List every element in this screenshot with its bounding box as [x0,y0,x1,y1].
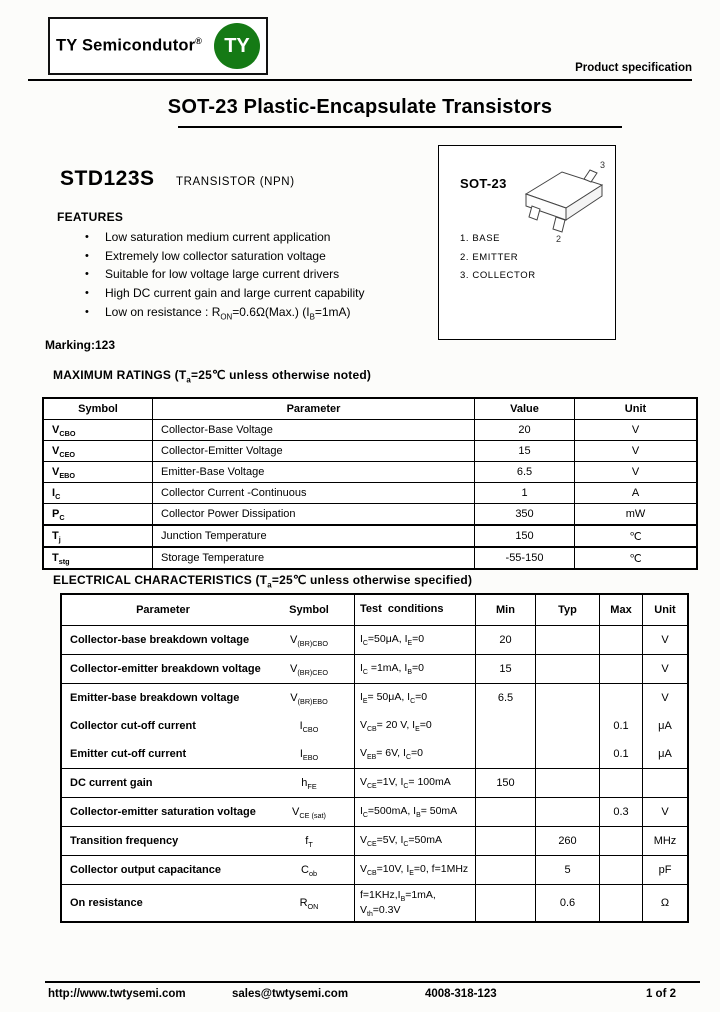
typ-cell: 260 [535,827,599,855]
max-cell [599,827,642,855]
symbol-cell: $V_{CEO}$ [52,445,76,460]
column-header-parameter: Parameter [136,604,190,616]
pin-3-marker: 3 [600,160,606,170]
pin-legend [460,234,536,290]
brand-name: TY Semicondutor® [56,36,203,55]
typ-cell: 5 [535,856,599,884]
value-cell: 6.5 [474,462,574,482]
symbol-cell: $V_{CE (sat)}$ [292,806,326,821]
parameter-cell: On resistance [70,897,143,910]
typ-cell [535,626,599,654]
title-underline [178,126,622,128]
unit-cell: V [574,441,696,461]
feature-text: High DC current gain and large current capability [105,286,365,301]
symbol-cell: $V_{EBO}$ [52,466,76,481]
unit-cell: V [642,626,687,654]
pin-legend-item: 2. EMITTER [460,251,519,263]
unit-cell: V [642,798,687,826]
part-number: STD123S [60,167,155,190]
symbol-cell: $T_j$ [52,530,61,545]
brand-badge-icon: TY [214,23,260,69]
column-header-symbol: Symbol [78,403,118,415]
bullet-icon: • [85,249,89,262]
max-cell [599,655,642,683]
table-header-row [44,399,696,419]
pin-legend-item: 1. BASE [460,233,501,244]
footer-divider [45,981,700,983]
feature-item [85,265,430,284]
features-list [85,228,430,322]
unit-cell: μA [642,712,687,740]
column-header-test-conditions: Test conditions [354,595,475,625]
footer-email-link[interactable]: sales@twtysemi.com [232,988,349,1000]
symbol-cell: $C_{ob}$ [300,864,318,879]
max-cell: 0.3 [599,798,642,826]
typ-cell [535,684,599,712]
unit-cell: V [642,655,687,683]
feature-text: Low on resistance : $R_{ON}=0.6\Omega(Max.)$ $(I_B=1mA)$ [105,304,351,322]
unit-cell: V [574,462,696,482]
table-row [44,440,696,461]
feature-text: Suitable for low voltage large current drivers [105,267,340,282]
parameter-cell: Transition frequency [70,835,179,847]
parameter-cell: Collector Current -Continuous [152,483,474,503]
unit-cell: ℃ [574,526,696,546]
symbol-cell: $V_{CBO}$ [52,424,76,439]
min-cell: 20 [475,626,535,654]
min-cell [475,798,535,826]
max-cell: 0.1 [599,712,642,740]
value-cell: 15 [474,441,574,461]
table-row [62,826,687,855]
min-cell: 15 [475,655,535,683]
typ-cell [535,712,599,740]
typ-cell [535,655,599,683]
bullet-icon: • [85,305,89,318]
test-conditions-cell: $I_E= 50\mu A$, $I_C=0$ [354,684,475,712]
parameter-cell: Emitter-base breakdown voltage [70,692,240,704]
unit-cell: Ω [642,885,687,921]
max-cell [599,769,642,797]
test-conditions-cell: $V_{CE}=5V$, $I_C=50mA$ [354,827,475,855]
column-header-min: Min [475,595,535,625]
parameter-cell: Collector-Emitter Voltage [152,441,474,461]
feature-item [85,228,430,247]
parameter-cell: Collector cut-off current [70,720,196,732]
unit-cell [642,769,687,797]
unit-cell: A [574,483,696,503]
feature-item [85,303,430,322]
electrical-characteristics-heading: ELECTRICAL CHARACTERISTICS ($T_a=25℃$ unless otherwise specified) [53,573,473,590]
unit-cell: MHz [642,827,687,855]
bullet-icon: • [85,231,89,243]
min-cell: 6.5 [475,684,535,712]
value-cell: 150 [474,526,574,546]
test-conditions-cell: $f=1KHz,I_B=1mA$, $V_{th}=0.3V$ [354,885,475,921]
test-conditions-cell: $I_C=50\mu A$, $I_E=0$ [354,626,475,654]
registered-trademark-icon: ® [195,36,203,47]
test-conditions-cell: $V_{EB}= 6V$, $I_C=0$ [354,740,475,768]
parameter-cell: Emitter-Base Voltage [152,462,474,482]
test-conditions-cell: $V_{CB}=10V$, $I_E=0$, f=1MHz [354,856,475,884]
parameter-cell: Collector-Base Voltage [152,420,474,440]
max-cell [599,856,642,884]
features-heading: FEATURES [57,210,124,224]
table-row [44,503,696,524]
column-header-typ: Typ [535,595,599,625]
unit-cell: V [574,420,696,440]
table-row [62,768,687,797]
table-row [62,740,687,768]
pin-legend-item: 3. COLLECTOR [460,270,536,281]
maximum-ratings-table [42,397,698,570]
max-cell [599,885,642,921]
column-header-parameter: Parameter [152,399,474,419]
table-row [62,683,687,712]
page-title: SOT-23 Plastic-Encapsulate Transistors [167,96,553,118]
symbol-cell: $I_{EBO}$ [299,748,319,763]
table-row [62,625,687,654]
column-header-unit: Unit [574,399,696,419]
symbol-cell: $f_T$ [305,835,313,850]
feature-item [85,247,430,266]
package-name: SOT-23 [460,176,507,191]
parameter-cell: Collector Power Dissipation [152,504,474,524]
table-row [62,654,687,683]
part-type: TRANSISTOR (NPN) [176,176,295,188]
unit-cell: V [642,684,687,712]
parameter-cell: Collector-emitter breakdown voltage [70,663,261,675]
column-header-max: Max [599,595,642,625]
symbol-cell: $P_C$ [52,508,65,523]
table-row [44,546,696,568]
column-header-symbol: Symbol [289,604,329,616]
symbol-cell: $V_{(BR)EBO}$ [290,692,328,707]
unit-cell: mW [574,504,696,524]
table-row [62,797,687,826]
table-header-row [62,595,687,625]
table-row [44,482,696,503]
min-cell [475,885,535,921]
table-row [62,712,687,740]
table-row [44,461,696,482]
bullet-icon: • [85,268,89,281]
min-cell [475,827,535,855]
min-cell [475,740,535,768]
product-specification-label: Product specification [575,62,692,74]
feature-text: Low saturation medium current application [105,230,331,244]
footer-phone: 4008-318-123 [425,988,497,1000]
pin-2-marker: 2 [556,234,562,244]
test-conditions-cell: $I_C =1mA$, $I_B=0$ [354,655,475,683]
symbol-cell: $I_{CBO}$ [299,720,319,735]
table-row [62,884,687,921]
package-diagram-box [438,145,616,340]
parameter-cell: Collector-base breakdown voltage [70,634,250,646]
footer-website-link[interactable]: http://www.twtysemi.com [48,988,186,1000]
feature-item [85,284,430,303]
value-cell: -55-150 [474,548,574,568]
marking-label: Marking:123 [45,338,116,352]
parameter-cell: Collector output capacitance [70,864,221,876]
max-cell [599,684,642,712]
max-cell: 0.1 [599,740,642,768]
symbol-cell: $V_{(BR)CEO}$ [290,663,328,678]
parameter-cell: DC current gain [70,777,153,789]
parameter-cell: Collector-emitter saturation voltage [70,806,256,818]
min-cell [475,856,535,884]
column-header-value: Value [474,399,574,419]
symbol-cell: $T_{stg}$ [52,552,70,567]
unit-cell: ℃ [574,548,696,568]
symbol-cell: $h_{FE}$ [301,777,317,792]
max-cell [599,626,642,654]
min-cell: 150 [475,769,535,797]
typ-cell: 0.6 [535,885,599,921]
value-cell: 350 [474,504,574,524]
value-cell: 1 [474,483,574,503]
unit-cell: pF [642,856,687,884]
bullet-icon: • [85,287,89,300]
unit-cell: μA [642,740,687,768]
maximum-ratings-heading: MAXIMUM RATINGS ($T_a=25℃$ unless otherwise noted) [53,368,372,385]
symbol-cell: $I_C$ [52,487,61,502]
test-conditions-cell: $V_{CE}=1V$, $I_C= 100mA$ [354,769,475,797]
electrical-characteristics-table [60,593,689,923]
parameter-cell: Junction Temperature [152,526,474,546]
symbol-cell: $V_{(BR)CBO}$ [290,634,328,649]
min-cell [475,712,535,740]
typ-cell [535,740,599,768]
parameter-cell: Emitter cut-off current [70,748,187,760]
brand-logo [48,17,268,75]
parameter-cell: Storage Temperature [152,548,474,568]
typ-cell [535,798,599,826]
typ-cell [535,769,599,797]
header-divider [28,79,692,81]
value-cell: 20 [474,420,574,440]
test-conditions-cell: $V_{CB}= 20$ V, $I_E=0$ [354,712,475,740]
table-row [44,419,696,440]
table-row [62,855,687,884]
page-number: 1 of 2 [645,988,676,1000]
column-header-unit: Unit [642,595,687,625]
test-conditions-cell: $I_C=500mA$, $I_B= 50mA$ [354,798,475,826]
table-row [44,524,696,546]
symbol-cell: $R_{ON}$ [299,897,319,912]
feature-text: Extremely low collector saturation voltage [105,248,326,263]
